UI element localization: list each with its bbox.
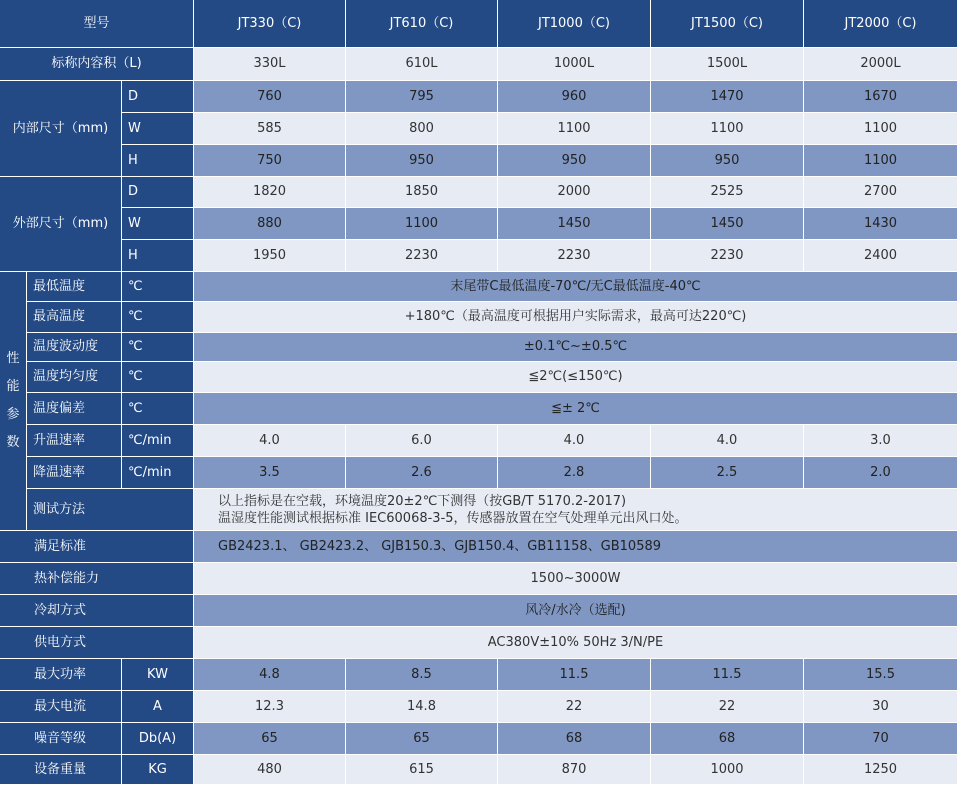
- volume-label: 标称内容积（L): [0, 48, 194, 81]
- heating-rate-value-1: 4.0: [194, 425, 346, 457]
- max-current-value-1: 12.3: [194, 691, 346, 723]
- outer-w-value-3: 1450: [498, 208, 651, 240]
- inner-w-value-3: 1100: [498, 113, 651, 145]
- test-method-line: 以上指标是在空载，环境温度20±2℃下测得（按GB/T 5170.2-2017): [218, 493, 627, 509]
- volume-value-5: 2000L: [804, 48, 958, 81]
- performance-label-char: 性: [6, 351, 20, 366]
- outer-h-label: H: [122, 240, 194, 272]
- standard-label: 满足标准: [0, 531, 194, 563]
- max-current-value-3: 22: [498, 691, 651, 723]
- temp-deviation-unit: ℃: [122, 393, 194, 425]
- performance-label-char: 能: [6, 379, 20, 394]
- temp-deviation-label: 温度偏差: [27, 393, 122, 425]
- inner-w-value-2: 800: [346, 113, 498, 145]
- outer-d-value-3: 2000: [498, 177, 651, 208]
- performance-label-char: 参: [6, 407, 20, 422]
- outer-w-value-5: 1430: [804, 208, 958, 240]
- weight-value-5: 1250: [804, 755, 958, 785]
- max-power-value-3: 11.5: [498, 659, 651, 691]
- model-header-4: JT1500（C): [651, 0, 804, 48]
- temp-uniformity-unit: ℃: [122, 362, 194, 393]
- inner-d-value-3: 960: [498, 81, 651, 113]
- max-temp-unit: ℃: [122, 302, 194, 333]
- temp-fluctuation-unit: ℃: [122, 333, 194, 362]
- max-current-value-4: 22: [651, 691, 804, 723]
- max-power-value-1: 4.8: [194, 659, 346, 691]
- model-header-3: JT1000（C): [498, 0, 651, 48]
- inner-h-value-1: 750: [194, 145, 346, 177]
- inner-size-label: 内部尺寸（mm): [0, 81, 122, 177]
- inner-h-value-3: 950: [498, 145, 651, 177]
- inner-d-value-2: 795: [346, 81, 498, 113]
- temp-fluctuation-label: 温度波动度: [27, 333, 122, 362]
- standard-value: GB2423.1、 GB2423.2、 GJB150.3、GJB150.4、GB11158、GB10589: [194, 531, 958, 563]
- performance-label-char: 数: [6, 435, 20, 450]
- volume-value-3: 1000L: [498, 48, 651, 81]
- power-supply-label: 供电方式: [0, 627, 194, 659]
- noise-value-2: 65: [346, 723, 498, 755]
- outer-h-value-4: 2230: [651, 240, 804, 272]
- outer-h-value-1: 1950: [194, 240, 346, 272]
- model-header-5: JT2000（C): [804, 0, 958, 48]
- temp-deviation-value: ≦± 2℃: [194, 393, 958, 425]
- power-supply-value: AC380V±10% 50Hz 3/N/PE: [194, 627, 958, 659]
- cooling-rate-value-2: 2.6: [346, 457, 498, 489]
- outer-d-value-5: 2700: [804, 177, 958, 208]
- inner-w-value-1: 585: [194, 113, 346, 145]
- test-method-label: 测试方法: [27, 489, 194, 531]
- temp-uniformity-value: ≦2℃(≤150℃): [194, 362, 958, 393]
- model-header-label: 型号: [0, 0, 194, 48]
- inner-w-label: W: [122, 113, 194, 145]
- outer-d-value-1: 1820: [194, 177, 346, 208]
- inner-d-value-4: 1470: [651, 81, 804, 113]
- outer-w-value-4: 1450: [651, 208, 804, 240]
- inner-d-label: D: [122, 81, 194, 113]
- heating-rate-value-2: 6.0: [346, 425, 498, 457]
- heating-rate-unit: ℃/min: [122, 425, 194, 457]
- outer-w-value-2: 1100: [346, 208, 498, 240]
- model-header-2: JT610（C): [346, 0, 498, 48]
- inner-h-value-4: 950: [651, 145, 804, 177]
- heating-rate-label: 升温速率: [27, 425, 122, 457]
- weight-label: 设备重量: [0, 755, 122, 785]
- max-temp-label: 最高温度: [27, 302, 122, 333]
- inner-w-value-4: 1100: [651, 113, 804, 145]
- outer-size-label: 外部尺寸（mm): [0, 177, 122, 272]
- max-power-label: 最大功率: [0, 659, 122, 691]
- temp-uniformity-label: 温度均匀度: [27, 362, 122, 393]
- max-current-value-5: 30: [804, 691, 958, 723]
- volume-value-4: 1500L: [651, 48, 804, 81]
- max-power-value-2: 8.5: [346, 659, 498, 691]
- inner-h-label: H: [122, 145, 194, 177]
- inner-h-value-5: 1100: [804, 145, 958, 177]
- performance-group-label: [0, 272, 27, 531]
- noise-label: 噪音等级: [0, 723, 122, 755]
- cooling-value: 风冷/水冷（选配): [194, 595, 958, 627]
- outer-d-value-2: 1850: [346, 177, 498, 208]
- inner-d-value-5: 1670: [804, 81, 958, 113]
- min-temp-label: 最低温度: [27, 272, 122, 302]
- inner-h-value-2: 950: [346, 145, 498, 177]
- min-temp-value: 末尾带C最低温度-70℃/无C最低温度-40℃: [194, 272, 958, 302]
- cooling-label: 冷却方式: [0, 595, 194, 627]
- volume-value-1: 330L: [194, 48, 346, 81]
- noise-value-3: 68: [498, 723, 651, 755]
- outer-h-value-5: 2400: [804, 240, 958, 272]
- cooling-rate-unit: ℃/min: [122, 457, 194, 489]
- heating-rate-value-3: 4.0: [498, 425, 651, 457]
- model-header-1: JT330（C): [194, 0, 346, 48]
- max-power-value-5: 15.5: [804, 659, 958, 691]
- inner-d-value-1: 760: [194, 81, 346, 113]
- cooling-rate-value-5: 2.0: [804, 457, 958, 489]
- max-power-value-4: 11.5: [651, 659, 804, 691]
- heat-comp-label: 热补偿能力: [0, 563, 194, 595]
- cooling-rate-value-3: 2.8: [498, 457, 651, 489]
- noise-value-1: 65: [194, 723, 346, 755]
- cooling-rate-value-4: 2.5: [651, 457, 804, 489]
- min-temp-unit: ℃: [122, 272, 194, 302]
- weight-value-4: 1000: [651, 755, 804, 785]
- heating-rate-value-4: 4.0: [651, 425, 804, 457]
- heat-comp-value: 1500~3000W: [194, 563, 958, 595]
- weight-unit: KG: [122, 755, 194, 785]
- max-power-unit: KW: [122, 659, 194, 691]
- test-method-line: 温湿度性能测试根据标准 IEC60068-3-5，传感器放置在空气处理单元出风口处。: [218, 510, 688, 526]
- outer-w-label: W: [122, 208, 194, 240]
- volume-value-2: 610L: [346, 48, 498, 81]
- outer-d-value-4: 2525: [651, 177, 804, 208]
- noise-unit: Db(A): [122, 723, 194, 755]
- outer-d-label: D: [122, 177, 194, 208]
- weight-value-3: 870: [498, 755, 651, 785]
- max-current-label: 最大电流: [0, 691, 122, 723]
- weight-value-1: 480: [194, 755, 346, 785]
- temp-fluctuation-value: ±0.1℃~±0.5℃: [194, 333, 958, 362]
- max-current-value-2: 14.8: [346, 691, 498, 723]
- cooling-rate-value-1: 3.5: [194, 457, 346, 489]
- test-method-value: [194, 489, 958, 531]
- max-current-unit: A: [122, 691, 194, 723]
- cooling-rate-label: 降温速率: [27, 457, 122, 489]
- noise-value-4: 68: [651, 723, 804, 755]
- outer-h-value-2: 2230: [346, 240, 498, 272]
- weight-value-2: 615: [346, 755, 498, 785]
- outer-w-value-1: 880: [194, 208, 346, 240]
- heating-rate-value-5: 3.0: [804, 425, 958, 457]
- outer-h-value-3: 2230: [498, 240, 651, 272]
- max-temp-value: +180℃（最高温度可根据用户实际需求，最高可达220℃): [194, 302, 958, 333]
- inner-w-value-5: 1100: [804, 113, 958, 145]
- noise-value-5: 70: [804, 723, 958, 755]
